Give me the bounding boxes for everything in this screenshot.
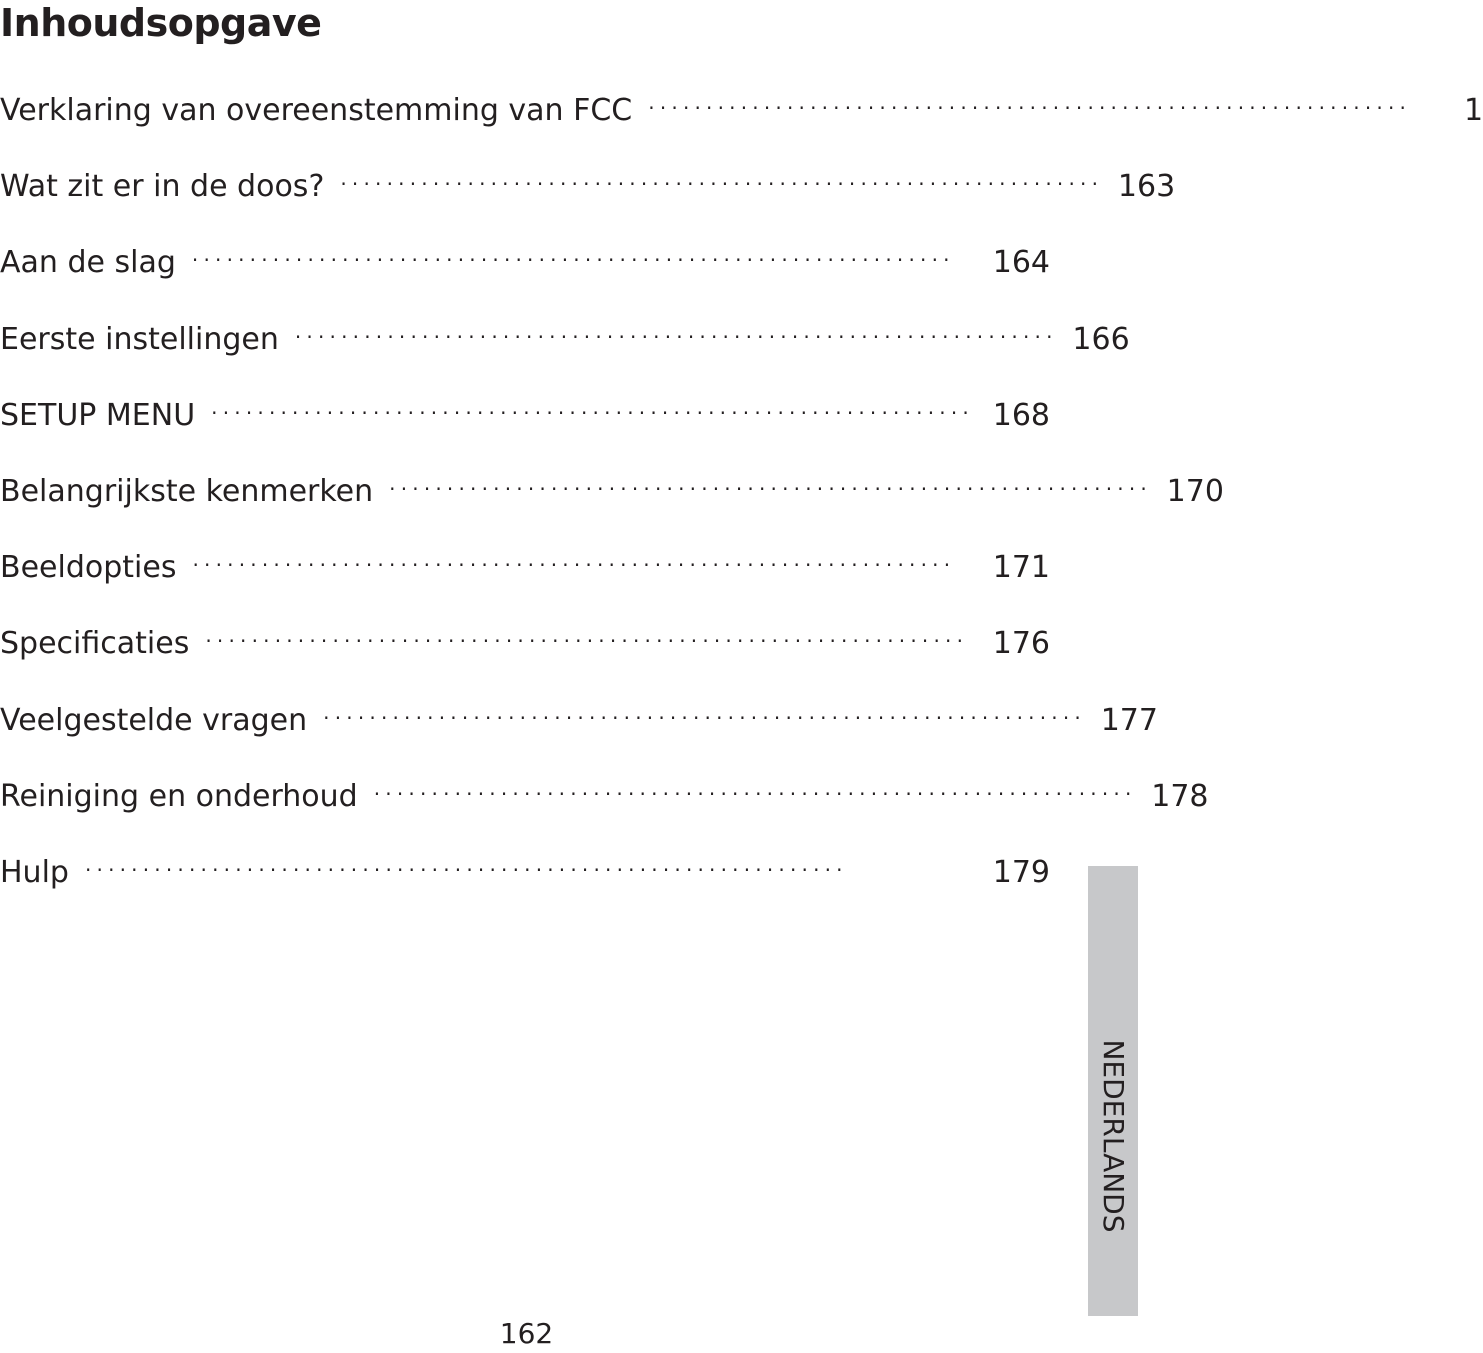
toc-entry-page: 164 xyxy=(992,245,1050,281)
dot-leader: ·································································· xyxy=(191,248,955,273)
toc-entry-label: Eerste instellingen xyxy=(0,321,279,357)
dot-leader: ·································································· xyxy=(84,857,848,882)
dot-leader: ·································································· xyxy=(323,705,1086,730)
toc-entry-label: Hulp xyxy=(0,854,69,890)
dot-leader: ·································································· xyxy=(205,629,969,654)
toc-entry-page: 176 xyxy=(992,626,1050,662)
toc-entry[interactable] xyxy=(0,469,1224,545)
toc-entry-page: 179 xyxy=(992,854,1050,890)
toc-entry-page: 163 xyxy=(1117,169,1176,205)
toc-entry[interactable] xyxy=(0,164,1176,240)
toc-entry-page: 178 xyxy=(1151,778,1209,814)
dot-leader: ·································································· xyxy=(389,476,1152,501)
toc-entry[interactable] xyxy=(0,317,1130,393)
toc-entry-label: Veelgestelde vragen xyxy=(0,702,308,738)
dot-leader: ·································································· xyxy=(294,324,1058,349)
page-number: 162 xyxy=(499,1317,554,1350)
toc-entry[interactable] xyxy=(0,850,1050,926)
toc-entry[interactable] xyxy=(0,545,1050,621)
toc-entry-page: 177 xyxy=(1100,702,1158,738)
table-of-contents xyxy=(0,88,1483,926)
toc-entry-page: 171 xyxy=(992,550,1050,586)
toc-entry[interactable] xyxy=(0,774,1209,850)
page-title: Inhoudsopgave xyxy=(0,1,322,45)
language-tab-label: NEDERLANDS xyxy=(1097,1039,1130,1233)
toc-entry[interactable] xyxy=(0,621,1050,697)
toc-entry-page: 168 xyxy=(992,397,1050,433)
toc-entry-page: 166 xyxy=(1072,321,1130,357)
toc-entry[interactable] xyxy=(0,698,1158,774)
toc-entry[interactable] xyxy=(0,88,1483,164)
toc-entry-page: 170 xyxy=(1166,473,1224,509)
dot-leader: ·································································· xyxy=(192,553,956,578)
toc-entry-label: SETUP MENU xyxy=(0,397,196,433)
toc-entry-label: Beeldopties xyxy=(0,550,177,586)
dot-leader: ·································································· xyxy=(648,96,1412,120)
toc-entry-page: 1 xyxy=(1463,93,1483,128)
dot-leader: ·································································· xyxy=(373,781,1137,806)
dot-leader: ·································································· xyxy=(340,172,1104,197)
toc-entry-label: Belangrijkste kenmerken xyxy=(0,473,374,509)
toc-entry-label: Verklaring van overeenstemming van FCC xyxy=(0,93,633,128)
toc-entry-label: Specificaties xyxy=(0,626,190,662)
language-side-tab xyxy=(1088,866,1138,1316)
toc-entry-label: Wat zit er in de doos? xyxy=(0,169,325,205)
toc-entry-label: Aan de slag xyxy=(0,245,176,281)
toc-entry[interactable] xyxy=(0,240,1050,316)
toc-entry[interactable] xyxy=(0,393,1050,469)
dot-leader: ·································································· xyxy=(211,400,974,425)
toc-entry-label: Reiniging en onderhoud xyxy=(0,778,358,814)
